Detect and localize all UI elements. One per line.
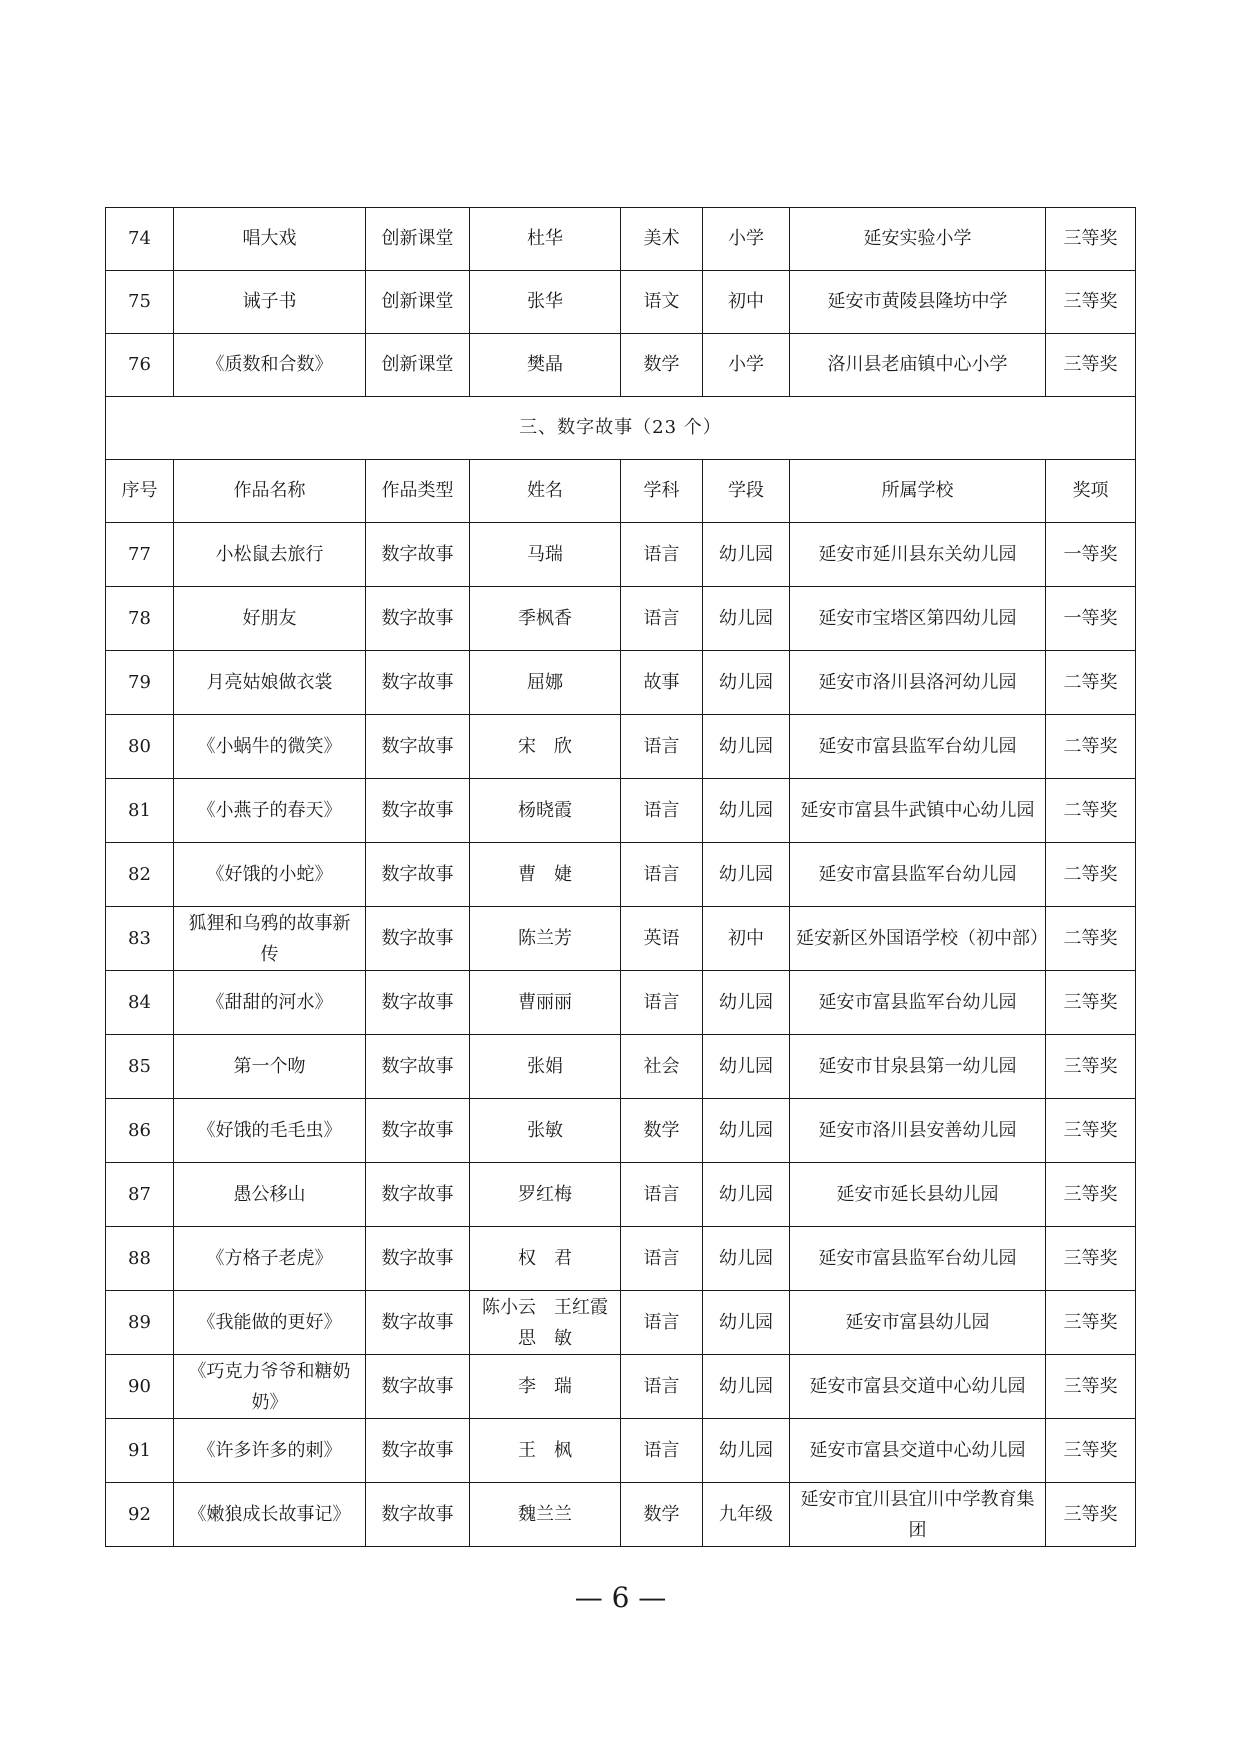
column-header-school: 所属学校	[790, 460, 1046, 523]
cell-subject: 英语	[621, 907, 703, 971]
cell-subject: 语言	[621, 715, 703, 779]
cell-index: 78	[106, 587, 174, 651]
cell-type: 数字故事	[366, 715, 470, 779]
column-header-name: 姓名	[470, 460, 621, 523]
cell-title: 月亮姑娘做衣裳	[174, 651, 366, 715]
cell-index: 80	[106, 715, 174, 779]
cell-type: 数字故事	[366, 1419, 470, 1483]
cell-index: 84	[106, 971, 174, 1035]
cell-name: 樊晶	[470, 334, 621, 397]
cell-name: 魏兰兰	[470, 1483, 621, 1547]
cell-title: 唱大戏	[174, 208, 366, 271]
cell-stage: 幼儿园	[703, 971, 790, 1035]
table-row	[106, 971, 1136, 1035]
cell-stage: 幼儿园	[703, 1163, 790, 1227]
cell-type: 数字故事	[366, 1483, 470, 1547]
cell-type: 数字故事	[366, 1099, 470, 1163]
cell-type: 创新课堂	[366, 334, 470, 397]
cell-school: 延安市富县监军台幼儿园	[790, 1227, 1046, 1291]
cell-title: 《好饿的毛毛虫》	[174, 1099, 366, 1163]
cell-index: 92	[106, 1483, 174, 1547]
cell-stage: 幼儿园	[703, 1419, 790, 1483]
cell-name: 权 君	[470, 1227, 621, 1291]
column-header-index: 序号	[106, 460, 174, 523]
cell-school: 延安市洛川县洛河幼儿园	[790, 651, 1046, 715]
cell-name: 王 枫	[470, 1419, 621, 1483]
cell-name: 季枫香	[470, 587, 621, 651]
cell-index: 82	[106, 843, 174, 907]
cell-award: 三等奖	[1046, 1163, 1136, 1227]
cell-stage: 初中	[703, 907, 790, 971]
cell-title: 《质数和合数》	[174, 334, 366, 397]
cell-stage: 幼儿园	[703, 779, 790, 843]
cell-school: 延安市富县牛武镇中心幼儿园	[790, 779, 1046, 843]
cell-title: 《许多许多的刺》	[174, 1419, 366, 1483]
cell-index: 87	[106, 1163, 174, 1227]
cell-index: 90	[106, 1355, 174, 1419]
cell-index: 88	[106, 1227, 174, 1291]
cell-name: 杜华	[470, 208, 621, 271]
table-row	[106, 587, 1136, 651]
cell-title: 《好饿的小蛇》	[174, 843, 366, 907]
cell-stage: 幼儿园	[703, 523, 790, 587]
cell-award: 一等奖	[1046, 523, 1136, 587]
cell-name: 罗红梅	[470, 1163, 621, 1227]
table-row	[106, 1227, 1136, 1291]
cell-index: 86	[106, 1099, 174, 1163]
column-header-type: 作品类型	[366, 460, 470, 523]
cell-subject: 数学	[621, 1483, 703, 1547]
cell-name: 陈小云 王红霞 思 敏	[470, 1291, 621, 1355]
cell-title: 第一个吻	[174, 1035, 366, 1099]
cell-stage: 幼儿园	[703, 715, 790, 779]
cell-award: 三等奖	[1046, 971, 1136, 1035]
awards-table	[105, 207, 1136, 1547]
cell-award: 二等奖	[1046, 779, 1136, 843]
table-row	[106, 651, 1136, 715]
cell-title: 《甜甜的河水》	[174, 971, 366, 1035]
cell-title: 《巧克力爷爷和糖奶奶》	[174, 1355, 366, 1419]
cell-stage: 幼儿园	[703, 1099, 790, 1163]
table-row	[106, 907, 1136, 971]
cell-award: 三等奖	[1046, 271, 1136, 334]
cell-type: 数字故事	[366, 1035, 470, 1099]
cell-school: 延安市洛川县安善幼儿园	[790, 1099, 1046, 1163]
cell-school: 延安市富县幼儿园	[790, 1291, 1046, 1355]
cell-award: 二等奖	[1046, 715, 1136, 779]
section-title: 三、数字故事（23 个）	[106, 397, 1136, 460]
column-header-award: 奖项	[1046, 460, 1136, 523]
cell-school: 延安实验小学	[790, 208, 1046, 271]
cell-subject: 数学	[621, 334, 703, 397]
cell-award: 三等奖	[1046, 1419, 1136, 1483]
cell-type: 创新课堂	[366, 208, 470, 271]
cell-school: 延安新区外国语学校（初中部）	[790, 907, 1046, 971]
cell-title: 《小燕子的春天》	[174, 779, 366, 843]
cell-title: 好朋友	[174, 587, 366, 651]
table-row	[106, 843, 1136, 907]
cell-award: 二等奖	[1046, 651, 1136, 715]
cell-stage: 幼儿园	[703, 843, 790, 907]
cell-title: 《小蜗牛的微笑》	[174, 715, 366, 779]
cell-type: 数字故事	[366, 523, 470, 587]
cell-stage: 小学	[703, 334, 790, 397]
table-row	[106, 1163, 1136, 1227]
cell-award: 三等奖	[1046, 1483, 1136, 1547]
cell-stage: 幼儿园	[703, 1291, 790, 1355]
cell-award: 二等奖	[1046, 907, 1136, 971]
cell-stage: 幼儿园	[703, 1355, 790, 1419]
cell-type: 数字故事	[366, 779, 470, 843]
cell-index: 77	[106, 523, 174, 587]
cell-award: 三等奖	[1046, 1099, 1136, 1163]
cell-type: 数字故事	[366, 1163, 470, 1227]
cell-index: 91	[106, 1419, 174, 1483]
table-row	[106, 271, 1136, 334]
cell-school: 洛川县老庙镇中心小学	[790, 334, 1046, 397]
cell-subject: 美术	[621, 208, 703, 271]
cell-school: 延安市富县监军台幼儿园	[790, 715, 1046, 779]
cell-name: 杨晓霞	[470, 779, 621, 843]
cell-award: 三等奖	[1046, 208, 1136, 271]
cell-type: 创新课堂	[366, 271, 470, 334]
table-row	[106, 1483, 1136, 1547]
cell-name: 曹 婕	[470, 843, 621, 907]
cell-school: 延安市富县交道中心幼儿园	[790, 1419, 1046, 1483]
cell-subject: 语言	[621, 1227, 703, 1291]
cell-subject: 语文	[621, 271, 703, 334]
cell-subject: 语言	[621, 523, 703, 587]
cell-name: 张敏	[470, 1099, 621, 1163]
cell-title: 诫子书	[174, 271, 366, 334]
column-header-stage: 学段	[703, 460, 790, 523]
cell-subject: 语言	[621, 779, 703, 843]
cell-type: 数字故事	[366, 651, 470, 715]
cell-index: 74	[106, 208, 174, 271]
cell-subject: 故事	[621, 651, 703, 715]
cell-award: 三等奖	[1046, 1035, 1136, 1099]
cell-stage: 幼儿园	[703, 1227, 790, 1291]
table-row	[106, 1035, 1136, 1099]
cell-type: 数字故事	[366, 1291, 470, 1355]
cell-subject: 语言	[621, 971, 703, 1035]
cell-award: 三等奖	[1046, 1227, 1136, 1291]
cell-school: 延安市富县监军台幼儿园	[790, 971, 1046, 1035]
cell-name: 曹丽丽	[470, 971, 621, 1035]
table-row	[106, 779, 1136, 843]
cell-subject: 社会	[621, 1035, 703, 1099]
cell-title: 狐狸和乌鸦的故事新传	[174, 907, 366, 971]
cell-subject: 数学	[621, 1099, 703, 1163]
table-row	[106, 1355, 1136, 1419]
cell-index: 81	[106, 779, 174, 843]
cell-stage: 九年级	[703, 1483, 790, 1547]
cell-subject: 语言	[621, 587, 703, 651]
table-row	[106, 1291, 1136, 1355]
cell-stage: 初中	[703, 271, 790, 334]
cell-type: 数字故事	[366, 907, 470, 971]
cell-school: 延安市黄陵县隆坊中学	[790, 271, 1046, 334]
cell-type: 数字故事	[366, 1355, 470, 1419]
section-heading-row	[106, 397, 1136, 460]
cell-name: 宋 欣	[470, 715, 621, 779]
cell-index: 76	[106, 334, 174, 397]
cell-index: 85	[106, 1035, 174, 1099]
cell-stage: 幼儿园	[703, 1035, 790, 1099]
cell-subject: 语言	[621, 1419, 703, 1483]
cell-index: 83	[106, 907, 174, 971]
cell-type: 数字故事	[366, 843, 470, 907]
cell-subject: 语言	[621, 1355, 703, 1419]
cell-type: 数字故事	[366, 587, 470, 651]
table-row	[106, 523, 1136, 587]
cell-award: 二等奖	[1046, 843, 1136, 907]
cell-title: 《嫩狼成长故事记》	[174, 1483, 366, 1547]
table-row	[106, 208, 1136, 271]
cell-award: 一等奖	[1046, 587, 1136, 651]
cell-title: 《方格子老虎》	[174, 1227, 366, 1291]
cell-stage: 小学	[703, 208, 790, 271]
cell-type: 数字故事	[366, 1227, 470, 1291]
cell-school: 延安市宝塔区第四幼儿园	[790, 587, 1046, 651]
cell-index: 75	[106, 271, 174, 334]
table-header-row	[106, 460, 1136, 523]
cell-subject: 语言	[621, 1291, 703, 1355]
cell-school: 延安市延川县东关幼儿园	[790, 523, 1046, 587]
cell-name: 屈娜	[470, 651, 621, 715]
cell-name: 张华	[470, 271, 621, 334]
cell-name: 陈兰芳	[470, 907, 621, 971]
cell-type: 数字故事	[366, 971, 470, 1035]
cell-index: 79	[106, 651, 174, 715]
cell-school: 延安市富县交道中心幼儿园	[790, 1355, 1046, 1419]
cell-award: 三等奖	[1046, 1355, 1136, 1419]
cell-stage: 幼儿园	[703, 587, 790, 651]
table-row	[106, 334, 1136, 397]
cell-award: 三等奖	[1046, 1291, 1136, 1355]
cell-subject: 语言	[621, 843, 703, 907]
cell-title: 小松鼠去旅行	[174, 523, 366, 587]
cell-school: 延安市富县监军台幼儿园	[790, 843, 1046, 907]
cell-school: 延安市甘泉县第一幼儿园	[790, 1035, 1046, 1099]
cell-name: 张娟	[470, 1035, 621, 1099]
cell-title: 《我能做的更好》	[174, 1291, 366, 1355]
cell-stage: 幼儿园	[703, 651, 790, 715]
column-header-title: 作品名称	[174, 460, 366, 523]
cell-name: 马瑞	[470, 523, 621, 587]
cell-school: 延安市延长县幼儿园	[790, 1163, 1046, 1227]
cell-title: 愚公移山	[174, 1163, 366, 1227]
page-number: — 6 —	[574, 1581, 667, 1614]
cell-school: 延安市宜川县宜川中学教育集团	[790, 1483, 1046, 1547]
table-row	[106, 1419, 1136, 1483]
cell-award: 三等奖	[1046, 334, 1136, 397]
cell-subject: 语言	[621, 1163, 703, 1227]
table-row	[106, 715, 1136, 779]
table-row	[106, 1099, 1136, 1163]
cell-index: 89	[106, 1291, 174, 1355]
cell-name: 李 瑞	[470, 1355, 621, 1419]
column-header-subject: 学科	[621, 460, 703, 523]
